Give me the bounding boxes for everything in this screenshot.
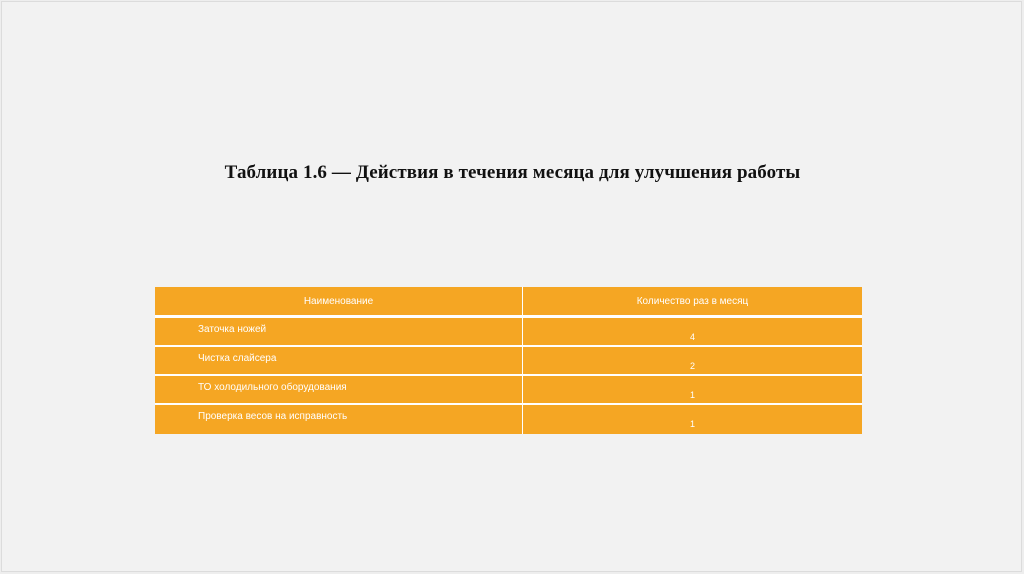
table-header-row — [155, 287, 862, 318]
row-name-cell: Чистка слайсера — [155, 347, 523, 374]
row-count-cell: 4 — [689, 332, 695, 342]
row-name-cell: Проверка весов на исправность — [155, 405, 523, 434]
column-header-count: Количество раз в месяц — [636, 296, 749, 307]
slide-title: Таблица 1.6 — Действия в течения месяца для улучшения работы — [224, 162, 801, 183]
row-name-cell: Заточка ножей — [155, 318, 523, 345]
table-row — [155, 405, 862, 434]
table-row — [155, 376, 862, 405]
row-count-cell: 1 — [689, 419, 695, 429]
column-header-name: Наименование — [155, 287, 523, 315]
slide — [1, 1, 1022, 572]
data-table — [155, 287, 862, 434]
row-count-cell: 2 — [689, 361, 695, 371]
table-row — [155, 347, 862, 376]
row-name-cell: ТО холодильного оборудования — [155, 376, 523, 403]
row-count-cell: 1 — [689, 390, 695, 400]
table-row — [155, 318, 862, 347]
